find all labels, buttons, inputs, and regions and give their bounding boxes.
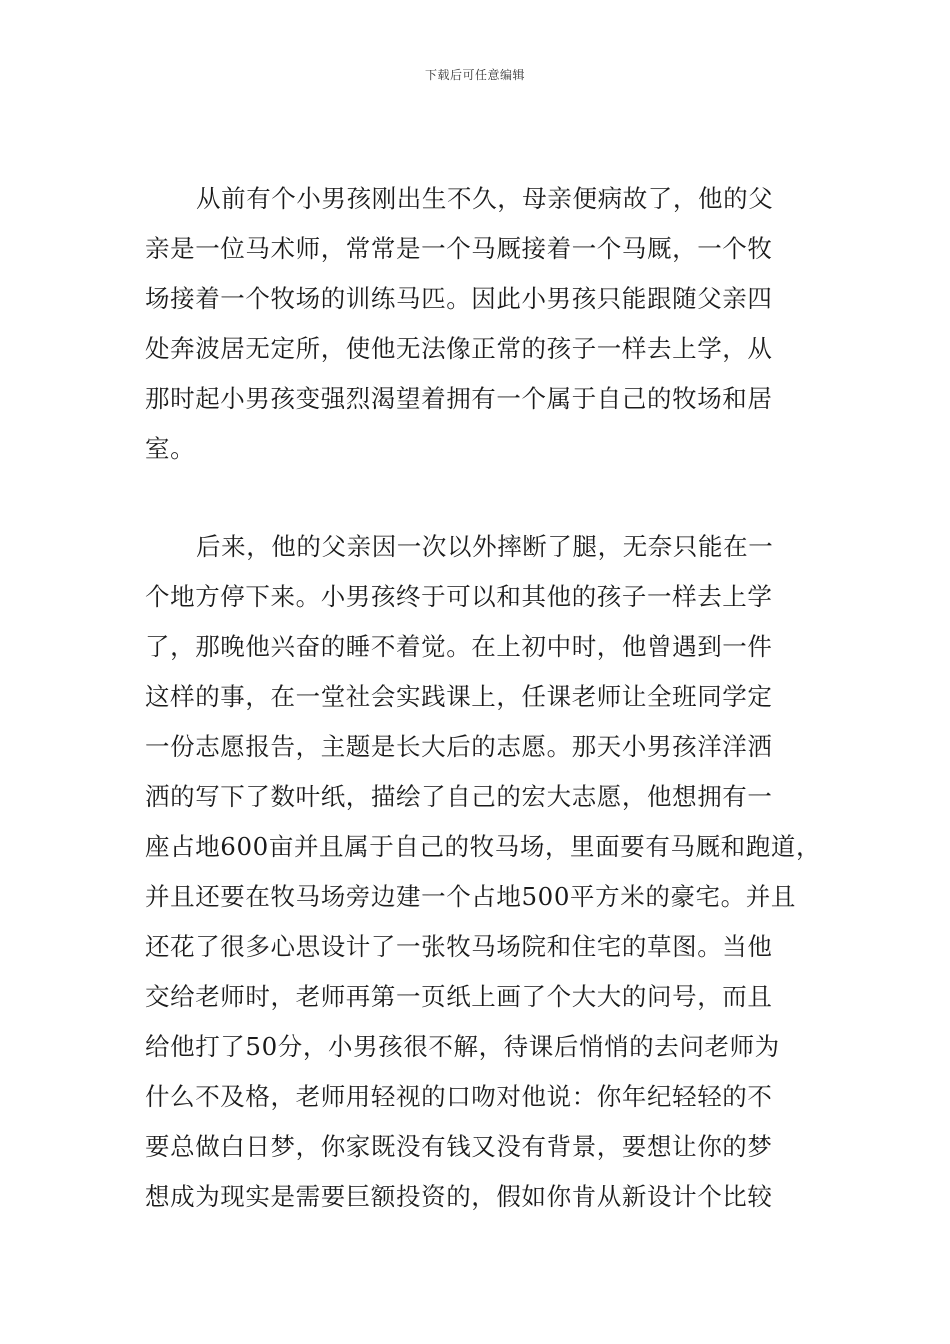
text-line: 后来，他的父亲因一次以外摔断了腿，无奈只能在一 (196, 532, 774, 561)
text-line: 什么不及格，老师用轻视的口吻对他说：你年纪轻轻的不 (145, 1082, 773, 1111)
paragraph-2 (145, 522, 822, 1222)
text-line: 室。 (145, 434, 196, 463)
text-line: 座占地600亩并且属于自己的牧马场，里面要有马厩和跑道， (145, 832, 822, 861)
text-line: 洒的写下了数叶纸，描绘了自己的宏大志愿，他想拥有一 (145, 782, 773, 811)
paragraph-1 (145, 174, 810, 474)
text-line: 还花了很多心思设计了一张牧马场院和住宅的草图。当他 (145, 932, 773, 961)
text-line: 处奔波居无定所，使他无法像正常的孩子一样去上学，从 (145, 334, 773, 363)
page-header: 下载后可任意编辑 (424, 68, 525, 82)
text-line: 那时起小男孩变强烈渴望着拥有一个属于自己的牧场和居 (145, 384, 773, 413)
text-line: 给他打了50分，小男孩很不解，待课后悄悄的去问老师为 (145, 1032, 780, 1061)
text-line: 场接着一个牧场的训练马匹。因此小男孩只能跟随父亲四 (145, 284, 773, 313)
text-line: 想成为现实是需要巨额投资的，假如你肯从新设计个比较 (145, 1182, 773, 1211)
text-line: 要总做白日梦，你家既没有钱又没有背景，要想让你的梦 (145, 1132, 773, 1161)
text-line: 并且还要在牧马场旁边建一个占地500平方米的豪宅。并且 (145, 882, 796, 911)
text-line: 了，那晚他兴奋的睡不着觉。在上初中时，他曾遇到一件 (145, 632, 773, 661)
text-line: 交给老师时，老师再第一页纸上画了个大大的问号，而且 (145, 982, 773, 1011)
text-line: 这样的事，在一堂社会实践课上，任课老师让全班同学定 (145, 682, 773, 711)
text-line: 一份志愿报告，主题是长大后的志愿。那天小男孩洋洋洒 (145, 732, 773, 761)
text-line: 个地方停下来。小男孩终于可以和其他的孩子一样去上学 (145, 582, 773, 611)
text-line: 从前有个小男孩刚出生不久，母亲便病故了，他的父 (196, 184, 774, 213)
text-line: 亲是一位马术师，常常是一个马厩接着一个马厩，一个牧 (145, 234, 773, 263)
